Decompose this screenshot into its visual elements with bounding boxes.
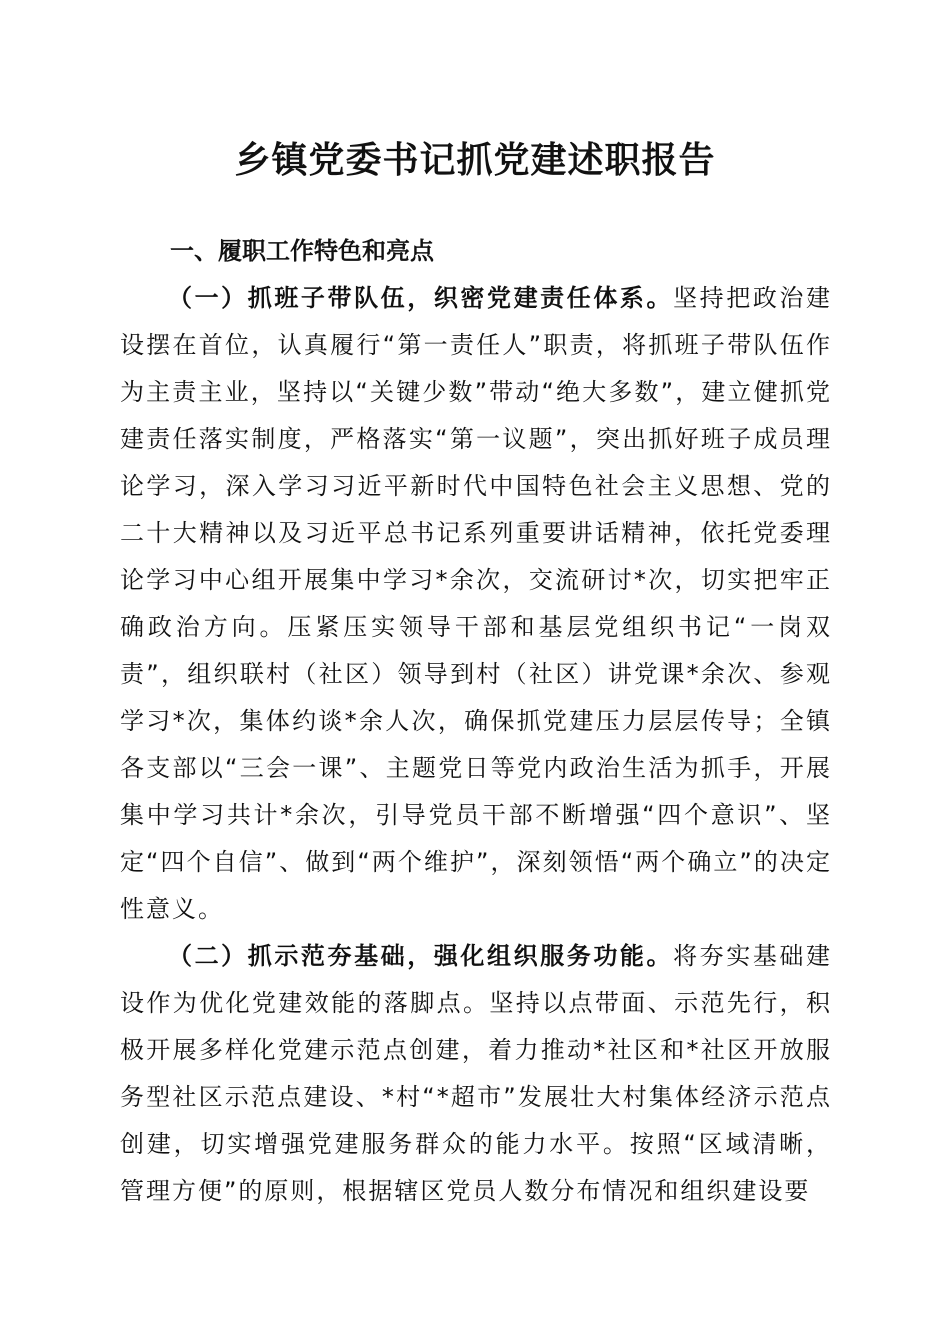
paragraph-2-lead: （二）抓示范夯基础，强化组织服务功能。: [168, 942, 674, 970]
paragraph-1: [120, 275, 832, 933]
document-body: [120, 228, 832, 1215]
paragraph-2: [120, 933, 832, 1215]
paragraph-2-text: 将夯实基础建设作为优化党建效能的落脚点。坚持以点带面、示范先行，积极开展多样化党建示范点创建，着力推动*社区和*社区开放服务型社区示范点建设、*村“*超市”发展壮大村集体经济示范点创建，切实增强党建服务群众的能力水平。按照“区域清晰，管理方便”的原则，根据辖区党员人数分布情况和组织建设要: [120, 942, 833, 1205]
document-title: 乡镇党委书记抓党建述职报告: [234, 139, 716, 181]
section-heading: 一、履职工作特色和亮点: [170, 237, 434, 265]
paragraph-1-text: 坚持把政治建设摆在首位，认真履行“第一责任人”职责，将抓班子带队伍作为主责主业，坚持以“关键少数”带动“绝大多数”，建立健抓党建责任落实制度，严格落实“第一议题”，突出抓好班子成员理论学习，深入学习习近平新时代中国特色社会主义思想、党的二十大精神以及习近平总书记系列重要讲话精神，依托党委理论学习中心组开展集中学习*余次，交流研讨*次，切实把牢正确政治方向。压紧压实领导干部和基层党组织书记“一岗双责”，组织联村（社区）领导到村（社区）讲党课*余次、参观学习*次，集体约谈*余人次，确保抓党建压力层层传导；全镇各支部以“三会一课”、主题党日等党内政治生活为抓手，开展集中学习共计*余次，引导党员干部不断增强“四个意识”、坚定“四个自信”、做到“两个维护”，深刻领悟“两个确立”的决定性意义。: [120, 284, 833, 923]
paragraph-1-lead: （一）抓班子带队伍，织密党建责任体系。: [168, 284, 674, 312]
